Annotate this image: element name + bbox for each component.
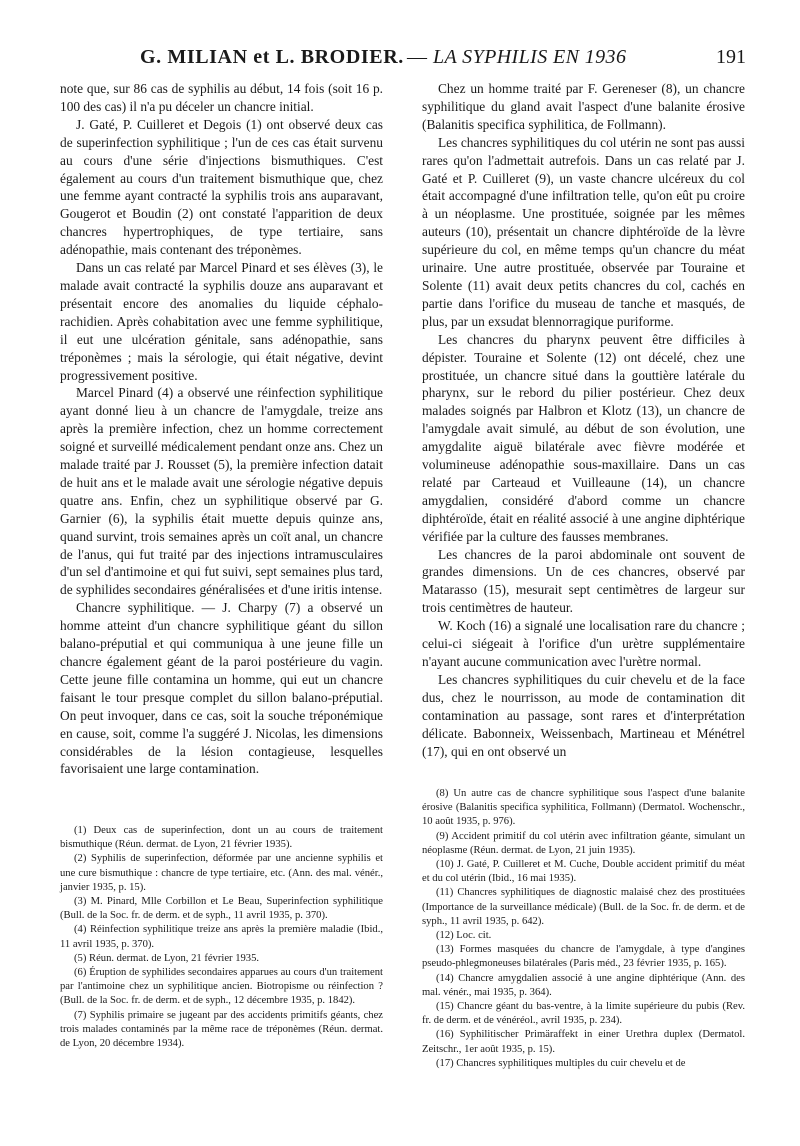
paragraph: Dans un cas relaté par Marcel Pinard et ses élèves (3), le malade avait contracté la syphilis douze ans auparavant et présentait encore des anomalies du liquide céphalo-rachidien. Après cohabitation avec une femme syphilitique, il eut une ulcération génitale, sans adénopathie, sans tréponèmes ; mais la sérologie, qui était négative, devint progressivement positive. [60,260,383,383]
footnote: (12) Loc. cit. [436,930,492,942]
left-column [60,80,383,778]
footnote: (2) Syphilis de superinfection, déformée par une ancienne syphilis et une cure bismuthique : chancre de type tertiaire, etc. (Ann. des mal. vénér., janvier 1935, p. 15). [60,853,383,893]
footnote: (17) Chancres syphilitiques multiples du cuir chevelu et de [436,1057,686,1069]
footnote: (16) Syphilitischer Primäraffekt in einer Urethra duplex (Dermatol. Zeitschr., 1er août 1935, p. 15). [422,1029,745,1055]
footnotes-right [422,787,745,1071]
footnote: (8) Un autre cas de chancre syphilitique sous l'aspect d'une balanite érosive (Balanitis specifica syphilitica, Follmann) (Dermatol. Wochenschr., 10 août 1935, p. 976). [422,788,745,828]
paragraph: note que, sur 86 cas de syphilis au début, 14 fois (soit 16 p. 100 des cas) il n'a pu déceler un chancre initial. [60,81,383,114]
footnote: (6) Éruption de syphilides secondaires apparues au cours d'un traitement par l'antimoine chez un syphilitique ancien. Biotropisme ou réinfection ? (Bull. de la Soc. fr. de derm. et de syph., 12 décembre 1935, p. 1842). [60,967,383,1007]
right-column [422,80,745,760]
paragraph-chancre-syphilitique: Chancre syphilitique. — J. Charpy (7) a observé un homme atteint d'un chancre syphilitique géant du sillon balano-préputial et qui communiqua à une jeune fille un chancre également géant de la paroi postérieure du vagin. Cette jeune fille contamina un homme, qui eut un chancre faisant le tour presque complet du sillon balano-préputial. On peut invoquer, dans ce cas, soit la souche tréponémique en cause, soit, comme l'a suggéré J. Nicolas, les dimensions considérables de la lésion contagieuse, lesquelles favorisaient une large contamination. [60,600,383,777]
footnote: (1) Deux cas de superinfection, dont un au cours de traitement bismuthique (Réun. dermat. de Lyon, 21 février 1935). [60,825,383,851]
paragraph: Les chancres de la paroi abdominale ont souvent de grandes dimensions. Un de ces chancres, observé par Matarasso (15), mesurait sept centimètres de largeur sur trois centimètres de hauteur. [422,546,745,616]
footnote: (9) Accident primitif du col utérin avec infiltration géante, simulant un néoplasme (Réun. dermat. de Lyon, 21 juin 1935). [422,830,745,856]
paragraph: J. Gaté, P. Cuilleret et Degois (1) ont observé deux cas de superinfection syphilitique ; l'un de ces cas était survenu au cours d'une série d'injections bismuthiques. C'est également au cours d'un traitement bismuthique que, chez une femme ayant contracté la syphilis trois ans auparavant, Gougerot et Boudin (2) ont constaté l'apparition de deux chancres hypertrophiques, de type tertiaire, sans adénopathie, mais contenant des tréponèmes. [60,116,383,258]
footnote: (5) Réun. dermat. de Lyon, 21 février 1935. [74,952,260,964]
footnote: (10) J. Gaté, P. Cuilleret et M. Cuche, Double accident primitif du méat et du col utérin (Ibid., 16 mai 1935). [422,859,745,885]
footnote: (14) Chancre amygdalien associé à une angine diphtérique (Ann. des mal. vénér., mai 1935, p. 364). [422,972,745,998]
running-header [56,46,746,76]
footnote: (7) Syphilis primaire se jugeant par des accidents primitifs géants, chez trois malades contaminés par la même race de tréponèmes (Réun. dermat. de Lyon, 20 décembre 1934). [60,1009,383,1050]
paragraph: Les chancres syphilitiques du cuir chevelu et de la face dus, chez le nourrisson, au mode de contamination dit contamination au passage, sont rares et d'interprétation délicate. Babonneix, Weissenbach, Martineau et Ménétrel (17), qui en ont observé un [422,671,745,759]
header-authors: G. MILIAN et L. BRODIER. [140,46,404,68]
footnotes-left [60,824,383,1051]
paragraph: Chez un homme traité par F. Gereneser (8), un chancre syphilitique du gland avait l'aspect d'une balanite érosive (Balanitis specifica syphilitica, de Follmann). [422,81,745,132]
header-dash: — [407,46,427,68]
footnote: (15) Chancre géant du bas-ventre, à la limite supérieure du pubis (Rev. fr. de derm. et de vénéréol., avril 1935, p. 234). [422,1001,745,1027]
header-journal-title: LA SYPHILIS EN 1936 [433,46,627,68]
footnote: (4) Réinfection syphilitique treize ans après la première maladie (Ibid., 11 avril 1935, p. 370). [60,924,383,950]
paragraph: Marcel Pinard (4) a observé une réinfection syphilitique ayant donné lieu à un chancre de l'amygdale, treize ans après la première infection, chez un homme correctement soigné et surveillé médicalement pendant onze ans. Chez un malade traité par J. Rousset (5), la première infection datait de huit ans et le malade avait une sérologie négative depuis quatre ans. Enfin, chez un syphilitique observé par G. Garnier (6), la syphilis était muette depuis quinze ans, quand survint, trois semaines après un coït anal, un chancre de l'anus, qui fut traité par des injections intramusculaires d'un sel d'antimoine et qui fut suivi, sept semaines plus tard, de syphilides secondaires généralisées et d'une iritis intense. [60,385,383,598]
footnote: (13) Formes masquées du chancre de l'amygdale, à type d'angines pseudo-phlegmoneuses bilatérales (Paris méd., 23 février 1935, p. 165). [422,944,745,970]
footnote: (11) Chancres syphilitiques de diagnostic malaisé chez des prostituées (Importance de la surveillance médicale) (Bull. de la Soc. fr. de derm. et de syph., 11 avril 1935, p. 642). [422,887,745,927]
paragraph: Les chancres syphilitiques du col utérin ne sont pas aussi rares qu'on l'admettait autrefois. Dans un cas relaté par J. Gaté et P. Cuilleret (9), un vaste chancre ulcéreux du col était accompagné d'une infiltration telle, qu'on eût pu croire à un néoplasme. Une prostituée, soignée par les mêmes auteurs (10), présentait un chancre diphtéroïde de la lèvre supérieure du col, en même temps qu'un chancre du méat urinaire. Une autre prostituée, observée par Touraine et Solente (11) avait deux petits chancres du col, cachés en partie dans l'orifice du museau de tanche et masqués, de plus, par un exsudat blennorragique puriforme. [422,134,745,329]
paragraph: W. Koch (16) a signalé une localisation rare du chancre ; celui-ci siégeait à l'orifice d'un urètre supplémentaire n'ayant aucune communication avec l'urètre normal. [422,618,745,669]
page-number: 191 [716,46,746,68]
footnote: (3) M. Pinard, Mlle Corbillon et Le Beau, Superinfection syphilitique (Bull. de la Soc. fr. de derm. et de syph., 11 avril 1935, p. 370). [60,896,383,922]
paragraph: Les chancres du pharynx peuvent être difficiles à dépister. Touraine et Solente (12) ont décelé, chez une prostituée, un chancre situé dans la gouttière latérale du pharynx, sur le rebord du pilier postérieur. Chez deux malades soignés par Halbron et Klotz (13), un chancre de l'amygdale avait simulé, au début de son évolution, une amygdalite aiguë bilatérale avec fièvre modérée et volumineuse adénopathie sous-maxillaire. Dans un cas relaté par Carteaud et Vuilleaune (14), un chancre amygdalien, considéré d'abord comme un chancre diphtéroïde, était en réalité associé à une angine diphtérique vérifiée par la culture des fausses membranes. [422,331,745,544]
